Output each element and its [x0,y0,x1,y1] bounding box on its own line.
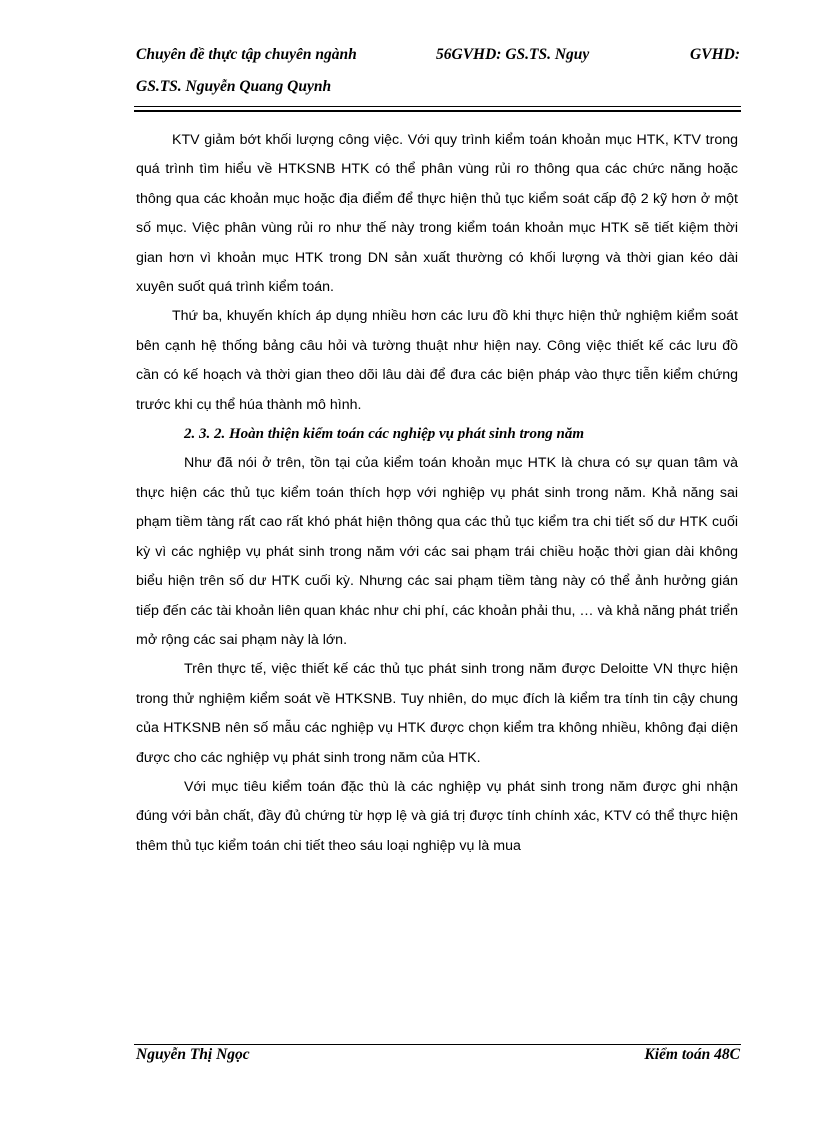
header-rule-thick [134,110,741,112]
paragraph-3: Như đã nói ở trên, tồn tại của kiểm toán khoản mục HTK là chưa có sự quan tâm và thực hiện các thủ tục kiểm toán thích hợp với nghiệp vụ phát sinh trong năm. Khả năng sai phạm tiềm tàng rất cao rất khó phát hiện thông qua các thủ tục kiểm tra chi tiết số dư HTK cuối kỳ vì các nghiệp vụ phát sinh trong năm với các sai phạm trái chiều hoặc thời gian dài không biểu hiện trên số dư HTK cuối kỳ. Nhưng các sai phạm tiềm tàng này có thể ảnh hưởng gián tiếp đến các tài khoản liên quan khác như chi phí, các khoản phải thu, … và khả năng phát triển mở rộng các sai phạm này là lớn. [136,455,738,648]
page-footer [136,1046,740,1070]
header-title: Chuyên đề thực tập chuyên ngành [136,46,357,63]
page-header [136,46,742,95]
paragraph-2: Thứ ba, khuyến khích áp dụng nhiều hơn các lưu đồ khi thực hiện thử nghiệm kiểm soát bên cạnh hệ thống bảng câu hỏi và tường thuật như hiện nay. Công việc thiết kế các lưu đồ cần có kế hoạch và thời gian theo dõi lâu dài để đưa các biện pháp vào thực tiễn kiểm chứng trước khi cụ thể húa thành mô hình. [136,308,738,413]
header-supervisor-name: GS.TS. Nguyễn Quang Quynh [136,78,332,95]
document-body [136,126,738,861]
footer-author: Nguyễn Thị Ngọc [136,1046,250,1063]
paragraph-1: KTV giảm bớt khối lượng công việc. Với quy trình kiểm toán khoản mục HTK, KTV trong quá trình tìm hiểu về HTKSNB HTK có thể phân vùng rủi ro thông qua các chức năng hoặc thông qua các khoản mục hoặc địa điểm để thực hiện thủ tục kiểm soát cấp độ 2 kỹ hơn ở một số mục. Việc phân vùng rủi ro như thế này trong kiểm toán khoản mục HTK sẽ tiết kiệm thời gian hơn vì khoản mục HTK trong DN sản xuất thường có khối lượng và thời gian kéo dài xuyên suốt quá trình kiểm toán. [136,132,738,296]
paragraph-5: Với mục tiêu kiểm toán đặc thù là các nghiệp vụ phát sinh trong năm được ghi nhận đúng với bản chất, đầy đủ chứng từ hợp lệ và giá trị được tính chính xác, KTV có thể thực hiện thêm thủ tục kiểm toán chi tiết theo sáu loại nghiệp vụ là mua [136,778,738,854]
section-heading: 2. 3. 2. Hoàn thiện kiểm toán các nghiệp vụ phát sinh trong năm [184,426,585,443]
header-rule-thin [134,106,741,107]
paragraph-4: Trên thực tế, việc thiết kế các thủ tục phát sinh trong năm được Deloitte VN thực hiện trong thử nghiệm kiểm soát về HTKSNB. Tuy nhiên, do mục đích là kiểm tra tính tin cậy chung của HTKSNB nên số mẫu các nghiệp vụ HTK được chọn kiểm tra không nhiều, không đại diện được cho các nghiệp vụ phát sinh trong năm của HTK. [136,661,738,766]
footer-rule [134,1044,741,1045]
header-supervisor-label: GVHD: [690,46,740,63]
footer-class: Kiểm toán 48C [644,1046,740,1063]
header-page-supervisor: 56GVHD: GS.TS. Nguy [436,46,590,63]
